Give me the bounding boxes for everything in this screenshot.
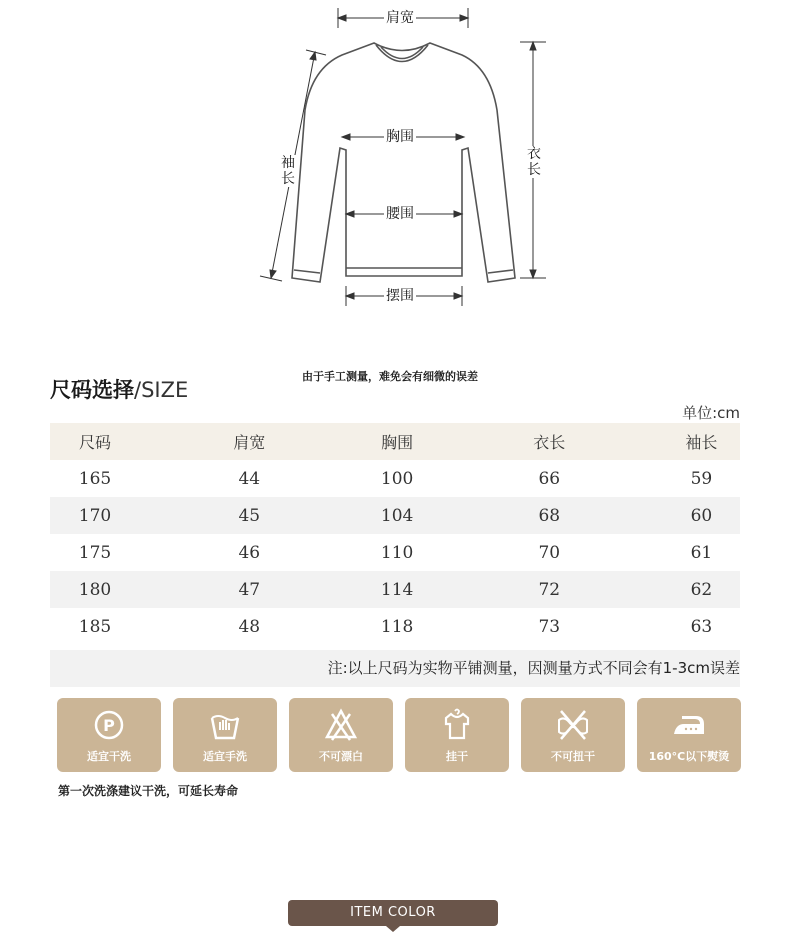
cell-sleeve: 61 [690,542,713,563]
hang-dry-icon [405,708,509,742]
cell-size: 175 [78,542,112,563]
item-color-notch [386,926,400,932]
header-length: 衣长 [436,423,663,460]
cell-shoulder: 45 [140,497,359,534]
care-item-hang-dry [405,698,509,772]
size-table [50,423,740,645]
care-item-dry-clean [57,698,161,772]
size-title-zh: 尺码选择 [50,378,134,402]
item-color-tab: ITEM COLOR [288,900,498,926]
cell-sleeve: 60 [663,497,740,534]
care-tip: 第一次洗涤建议干洗，可延长寿命 [58,784,239,798]
cell-shoulder: 47 [140,571,359,608]
cell-chest: 104 [359,497,436,534]
size-section-title [50,374,188,404]
cell-size: 170 [50,497,140,534]
cell-shoulder: 46 [238,542,261,563]
measure-disclaimer: 由于手工测量，难免会有细微的误差 [302,370,478,383]
sweater-outline [292,43,515,282]
cell-length: 73 [538,616,561,637]
shoulder-label: 肩宽 [386,10,414,26]
cell-length: 68 [436,497,663,534]
iron-icon [637,708,741,742]
care-item-no-wring [521,698,625,772]
cell-chest: 118 [380,616,414,637]
table-row [50,497,740,534]
cell-sleeve: 59 [690,468,713,489]
table-row [50,534,740,571]
care-item-iron [637,698,741,772]
unit-label: 单位:cm [682,404,740,422]
table-row [50,608,740,645]
care-icons-row [57,698,741,772]
cell-size: 165 [78,468,112,489]
cell-length: 72 [436,571,663,608]
care-label: 挂干 [446,750,468,763]
header-chest: 胸围 [359,423,436,460]
length-label: 衣长 [524,146,544,178]
care-label: 不可扭干 [551,750,595,763]
size-title-en: /SIZE [134,378,189,402]
cell-size: 180 [50,571,140,608]
care-label: 不可漂白 [319,750,363,763]
table-note: 注:以上尺码为实物平铺测量，因测量方式不同会有1-3cm误差 [50,650,740,687]
svg-text:P: P [103,716,115,735]
cell-chest: 100 [380,468,414,489]
cell-length: 66 [538,468,561,489]
cell-length: 70 [538,542,561,563]
care-label: 适宜干洗 [87,750,131,763]
care-label: 适宜手洗 [203,750,247,763]
cell-size: 185 [78,616,112,637]
chest-label: 胸围 [386,129,414,145]
dry-clean-icon [57,708,161,742]
cell-shoulder: 44 [238,468,261,489]
care-item-hand-wash [173,698,277,772]
cell-chest: 114 [359,571,436,608]
care-item-no-bleach [289,698,393,772]
cell-sleeve: 62 [663,571,740,608]
cell-shoulder: 48 [238,616,261,637]
sleeve-label: 袖长 [278,155,298,187]
table-row [50,571,740,608]
table-row [50,460,740,497]
header-size: 尺码 [50,423,140,460]
no-bleach-icon [289,708,393,742]
measure-lines [260,8,546,306]
waist-label: 腰围 [386,206,414,222]
table-header-row [50,423,740,460]
hand-wash-icon [173,708,277,742]
cell-chest: 110 [380,542,414,563]
hem-label: 摆围 [386,288,414,304]
header-sleeve: 袖长 [663,423,740,460]
cell-sleeve: 63 [690,616,713,637]
no-wring-icon [521,708,625,742]
header-shoulder: 肩宽 [140,423,359,460]
care-label: 160°C以下熨烫 [648,750,730,763]
garment-diagram [0,0,790,330]
